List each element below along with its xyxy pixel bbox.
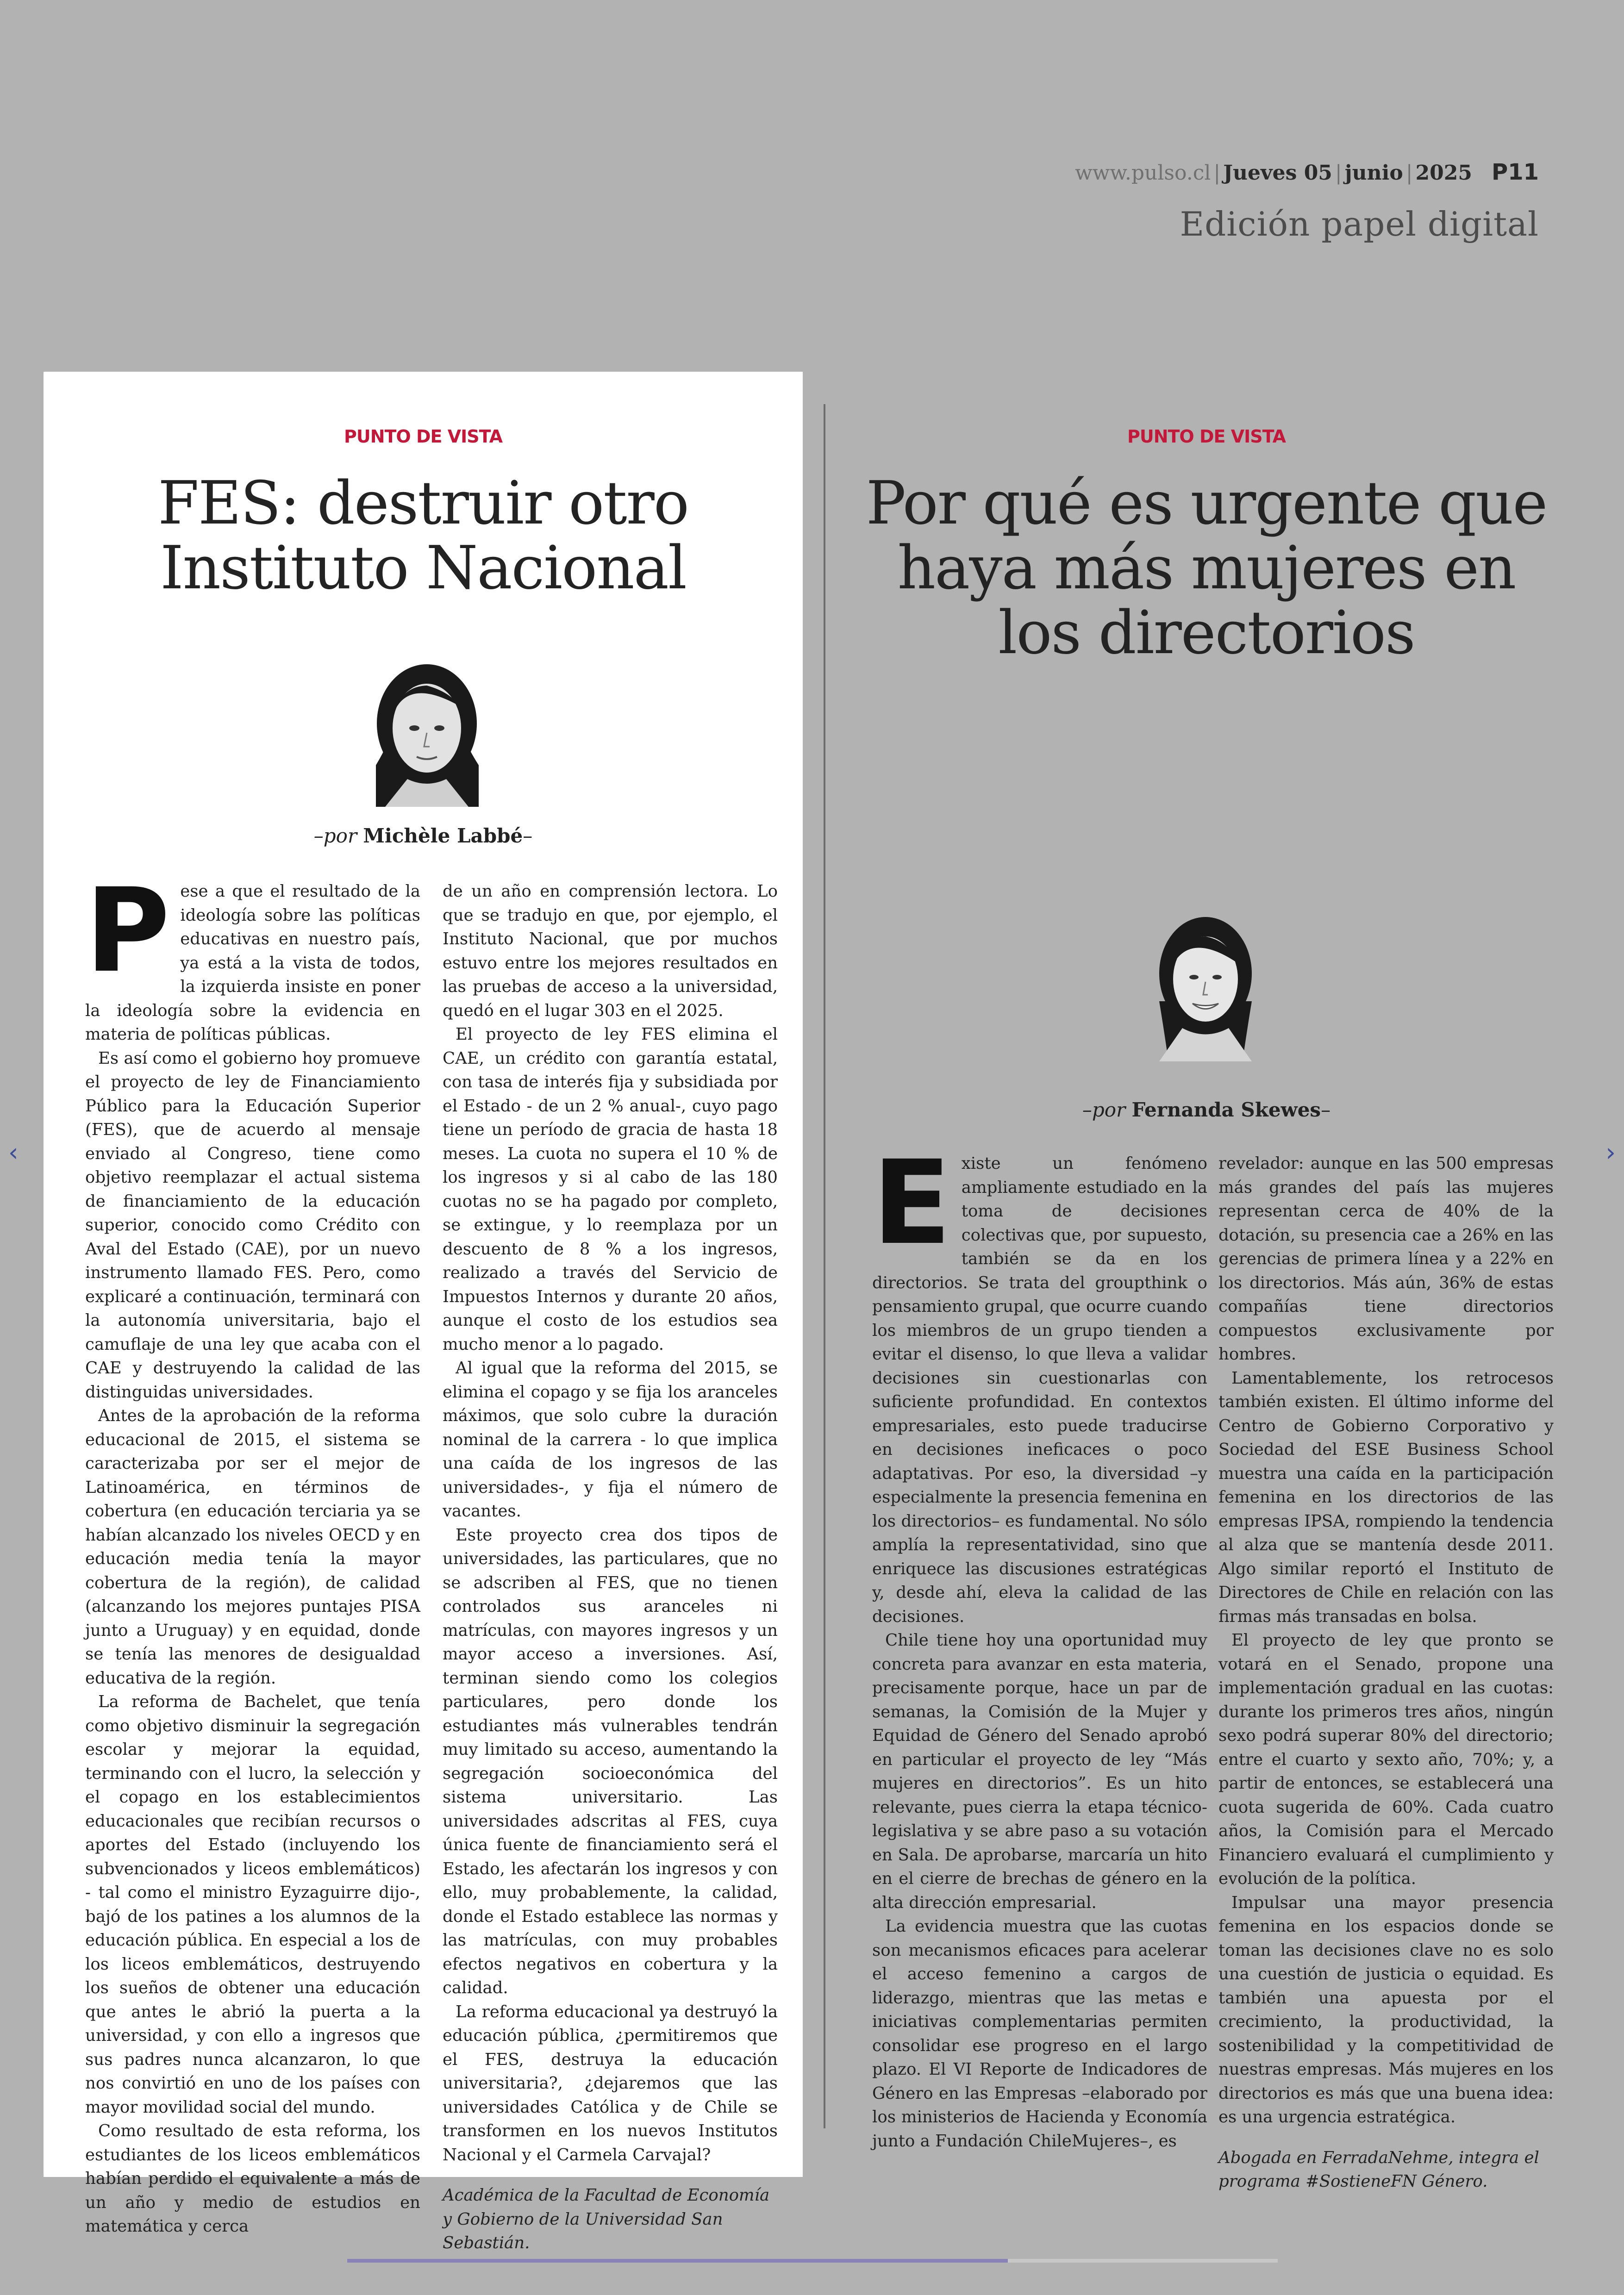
- paragraph: Es así como el gobierno hoy promueve el proyecto de ley de Financiamiento Público para la Educación Superior (FES), que de acuerdo al mensaje enviado al Congreso, tiene como objetivo reemplazar el actual sistema de financiamiento de la educación superior, conocido como Crédito con Aval del Estado (CAE), por un nuevo instrumento llamado FES. Pero, como explicaré a continuación, terminará con la autonomía universitaria, bajo el camuflaje de una ley que acaba con el CAE y destruyendo la calidad de las distinguidas universidades.: [85, 1048, 420, 1402]
- left-article: [44, 372, 803, 2252]
- author-portrait: [357, 659, 496, 807]
- byline: –por Fernanda Skewes–: [1082, 1098, 1331, 1121]
- header-year: 2025: [1415, 161, 1473, 185]
- article-column-2: [443, 879, 778, 2255]
- reading-progress-fill: [347, 2259, 1008, 2263]
- paragraph: revelador: aunque en las 500 empresas más grandes del país las mujeres representan cerca de 40% de la dotación, su presencia cae a 26% en las gerencias de primera línea y a 22% en los directorios. Más aún, 36% de estas compañías tiene directorios compuestos exclusivamente por hombres.: [1218, 1154, 1554, 1364]
- author-name[interactable]: Michèle Labbé: [363, 824, 523, 847]
- section-kicker: PUNTO DE VISTA: [344, 426, 502, 447]
- headline-line: FES: destruir otro: [158, 469, 688, 538]
- paragraph: El proyecto de ley FES elimina el CAE, un crédito con garantía estatal, con tasa de interés fija y subsidiada por el Estado - de un 2 % anual-, cuyo pago tiene un período de gracia de hasta 18 meses. La cuota no supera el 10 % de los ingresos y si al cabo de las 180 cuotas no se ha pagado por completo, se extingue, y lo reemplaza por un descuento de 8 % a los ingresos, realizado a través del Servicio de Impuestos Internos y durante 20 años, aunque el costo de los estudios sea mucho menor a lo pagado.: [443, 1025, 778, 1354]
- drop-cap: P: [85, 863, 170, 998]
- chevron-right-icon[interactable]: ›: [1605, 1138, 1616, 1167]
- paragraph: La reforma de Bachelet, que tenía como objetivo disminuir la segregación escolar y mejorar la equidad, terminando con el lucro, la selección y el copago en los establecimientos educacionales que recibían recursos o aportes del Estado (incluyendo los subvencionados y liceos emblemáticos) - tal como el ministro Eyzaguirre dijo-, bajó de los patines a los alumnos de la educación pública. En especial a los de los liceos emblemáticos, destruyendo los sueños de obtener una educación que antes le abrió la puerta a la universidad, y con ello a ingresos que sus padres nunca alcanzaron, lo que nos convirtió en uno de los países con mayor movilidad social del mundo.: [85, 1692, 420, 2117]
- headline-line: haya más mujeres en: [897, 534, 1516, 603]
- author-signature: Académica de la Facultad de Economía y Gobierno de la Universidad San Sebastián.: [443, 2186, 770, 2252]
- headline-line: Por qué es urgente que: [866, 469, 1547, 538]
- article-column-1: [872, 1135, 1207, 2153]
- paragraph: La reforma educacional ya destruyó la educación pública, ¿permitiremos que el FES, destruya la educación universitaria?, ¿dejaremos que las universidades Católica y de Chile se transformen en los nuevos Institutos Nacional y el Carmela Carvajal?: [443, 2002, 778, 2164]
- edition-label: Edición papel digital: [1180, 205, 1539, 243]
- article-headline: [62, 471, 784, 601]
- article-column-2: [1218, 1152, 1554, 2194]
- article-column-1: [85, 863, 420, 2239]
- page-number: P11: [1492, 159, 1539, 185]
- chevron-left-icon[interactable]: ‹: [8, 1138, 19, 1167]
- right-article: [827, 372, 1586, 2191]
- reading-progress-bar[interactable]: [347, 2259, 1278, 2263]
- byline: –por Michèle Labbé–: [313, 824, 533, 847]
- paragraph: de un año en comprensión lectora. Lo que se tradujo en que, por ejemplo, el Instituto Nacional, que por muchos estuvo entre los mejores resultados en las pruebas de acceso a la universidad, quedó en el lugar 303 en el 2025.: [443, 882, 778, 1020]
- headline-line: los directorios: [998, 599, 1415, 667]
- paragraph: Lamentablemente, los retrocesos también existen. El último informe del Centro de Gobierno Corporativo y Sociedad del ESE Business School muestra una caída en la participación femenina en los directorios de las empresas IPSA, rompiendo la tendencia al alza que se mantenía desde 2011. Algo similar reportó el Instituto de Directores de Chile en relación con las firmas más transadas en bolsa.: [1218, 1368, 1554, 1626]
- paragraph: El proyecto de ley que pronto se votará en el Senado, propone una implementación gradual en las cuotas: durante los primeros tres años, ningún sexo podrá superar 80% del directorio; entre el cuarto y sexto año, 70%; y, a partir de entonces, se establecerá una cuota sugerida de 60%. Cada cuatro años, la Comisión para el Mercado Financiero evaluará el cumplimiento y evolución de la política.: [1218, 1631, 1554, 1888]
- paragraph: Al igual que la reforma del 2015, se elimina el copago y se fija los aranceles máximos, que solo cubre la duración nominal de la carrera - lo que implica una caída de los ingresos de las universidades-, y fija el número de vacantes.: [443, 1359, 778, 1521]
- author-portrait: [1136, 909, 1275, 1061]
- paragraph: Antes de la aprobación de la reforma educacional de 2015, el sistema se caracterizaba por ser el mejor de Latinoamérica, en términos de cobertura (en educación terciaria ya se habían alcanzado los niveles OECD y en educación media tenía la mayor cobertura de la región), de calidad (alcanzando los mejores puntajes PISA junto a Uruguay) y en equidad, donde se tenía las menores de desigualdad educativa de la región.: [85, 1406, 420, 1688]
- header-day: Jueves 05: [1223, 161, 1332, 185]
- column-divider: [824, 404, 825, 2128]
- article-headline: [845, 471, 1568, 666]
- paragraph: Chile tiene hoy una oportunidad muy concreta para avanzar en esta materia, precisamente porque, hace un par de semanas, la Comisión de la Mujer y Equidad de Género del Senado aprobó en particular el proyecto de ley “Más mujeres en directorios”. Es un hito relevante, pues cierra la etapa técnico-legislativa y se abre paso a su votación en Sala. De aprobarse, marcaría un hito en el cierre de brechas de género en la alta dirección empresarial.: [872, 1631, 1207, 1912]
- section-kicker: PUNTO DE VISTA: [1127, 426, 1286, 447]
- drop-cap: E: [872, 1135, 951, 1270]
- author-signature: Abogada en FerradaNehme, integra el programa #SostieneFN Género.: [1218, 2148, 1539, 2191]
- paragraph: La evidencia muestra que las cuotas son mecanismos eficaces para acelerar el acceso femenino a cargos de liderazgo, mientras que las metas e iniciativas complementarias permiten consolidar ese progreso en el largo plazo. El VI Reporte de Indicadores de Género en las Empresas –elaborado por los ministerios de Hacienda y Economía junto a Fundación ChileMujeres–, es: [872, 1917, 1207, 2151]
- paragraph: Como resultado de esta reforma, los estudiantes de los liceos emblemáticos habían perdido el equivalente a más de un año y medio de estudios en matemática y cerca: [85, 2121, 420, 2236]
- site-url[interactable]: www.pulso.cl: [1075, 161, 1211, 185]
- paragraph: xiste un fenómeno ampliamente estudiado en la toma de decisiones colectivas que, por supuesto, también se da en los directorios. Se trata del groupthink o pensamiento grupal, que ocurre cuando los miembros de un grupo tienden a evitar el disenso, lo que lleva a validar decisiones sin cuestionarlas con suficiente profundidad. En contextos empresariales, esto puede traducirse en decisiones ineficaces o poco adaptativas. Por eso, la diversidad –y especialmente la presencia femenina en los directorios– es fundamental. No sólo amplía la representatividad, sino que enriquece las discusiones estratégicas y, desde ahí, eleva la calidad de las decisiones.: [872, 1154, 1207, 1626]
- author-name[interactable]: Fernanda Skewes: [1131, 1098, 1321, 1121]
- paragraph: ese a que el resultado de la ideología sobre las políticas educativas en nuestro país, ya está a la vista de todos, la izquierda insiste en poner la ideología sobre la evidencia en materia de políticas públicas.: [85, 882, 420, 1044]
- page-header: www.pulso.cl | Jueves 05 | junio | 2025 P11: [1075, 159, 1539, 185]
- paragraph: Impulsar una mayor presencia femenina en los espacios donde se toman las decisiones clave no es solo una cuestión de justicia o equidad. Es también una apuesta por el crecimiento, la productividad, la sostenibilidad y la competitividad de nuestras empresas. Más mujeres en los directorios es más que una buena idea: es una urgencia estratégica.: [1218, 1893, 1554, 2127]
- paragraph: Este proyecto crea dos tipos de universidades, las particulares, que no se adscriben al FES, que no tienen controlados sus aranceles ni matrículas, con mayores ingresos y un mayor acceso a inversiones. Así, terminan siendo como los colegios particulares, pero donde los estudiantes más vulnerables tendrán muy limitado su acceso, aumentando la segregación socioeconómica del sistema universitario. Las universidades adscritas al FES, cuya única fuente de financiamiento será el Estado, les afectarán los ingresos y con ello, muy probablemente, la calidad, donde el Estado establece las normas y las matrículas, con muy probables efectos negativos en cobertura y la calidad.: [443, 1525, 778, 1997]
- header-month: junio: [1344, 161, 1403, 185]
- headline-line: Instituto Nacional: [160, 534, 686, 603]
